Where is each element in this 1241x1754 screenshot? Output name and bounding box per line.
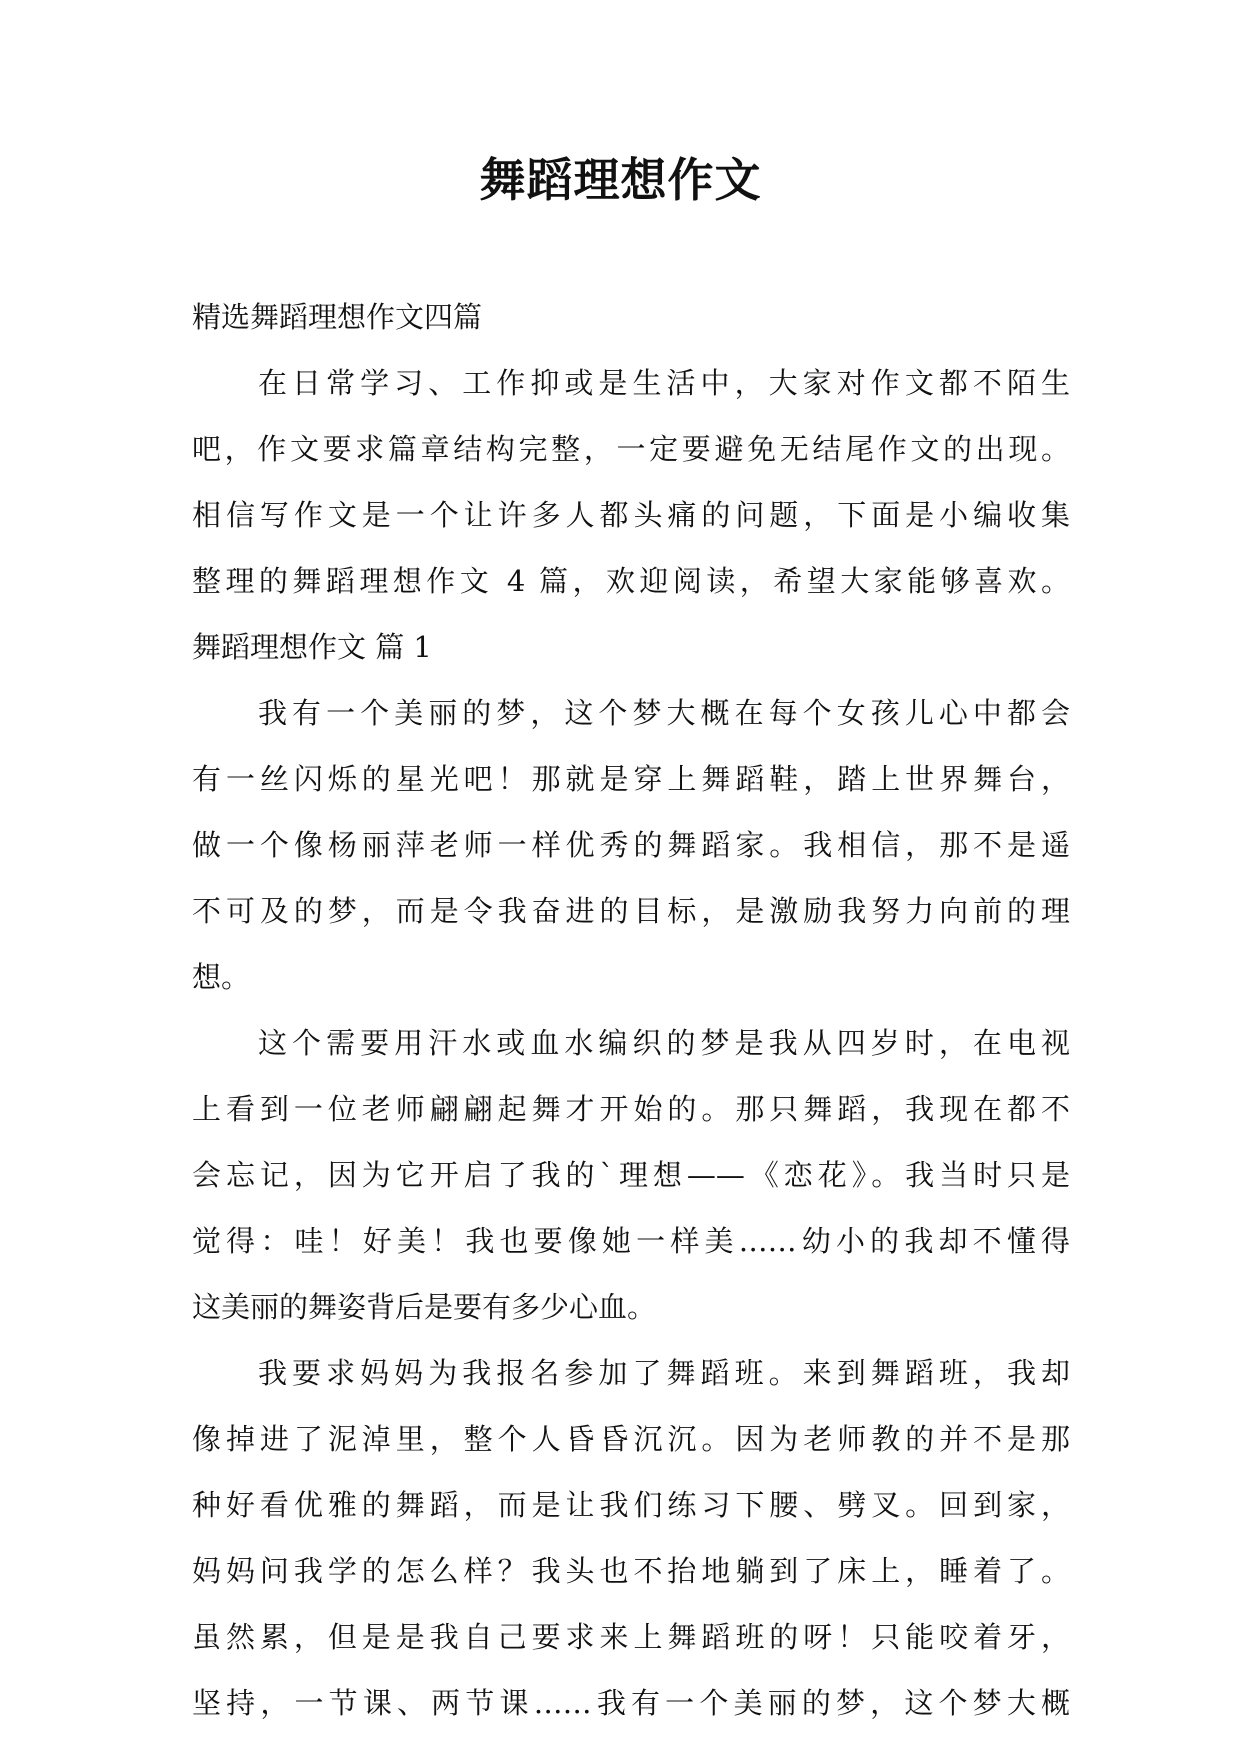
text-line: 像掉进了泥淖里，整个人昏昏沉沉。因为老师教的并不是那 <box>192 1422 1070 1456</box>
text-line: 在日常学习、工作抑或是生活中，大家对作文都不陌生 <box>258 366 1070 400</box>
text-line: 虽然累，但是是我自己要求来上舞蹈班的呀！只能咬着牙， <box>192 1620 1070 1654</box>
text-line: 种好看优雅的舞蹈，而是让我们练习下腰、劈叉。回到家， <box>192 1488 1070 1522</box>
text-line: 舞蹈理想作文 篇 1 <box>192 630 432 664</box>
text-line: 有一丝闪烁的星光吧！那就是穿上舞蹈鞋，踏上世界舞台， <box>192 762 1070 796</box>
text-line: 我要求妈妈为我报名参加了舞蹈班。来到舞蹈班，我却 <box>258 1356 1070 1390</box>
text-line: 做一个像杨丽萍老师一样优秀的舞蹈家。我相信，那不是遥 <box>192 828 1070 862</box>
text-line: 这美丽的舞姿背后是要有多少心血。 <box>192 1290 657 1324</box>
text-line: 吧，作文要求篇章结构完整，一定要避免无结尾作文的出现。 <box>192 432 1070 466</box>
text-line: 会忘记，因为它开启了我的`理想——《恋花》。我当时只是 <box>192 1158 1070 1192</box>
text-line: 整理的舞蹈理想作文 4 篇，欢迎阅读，希望大家能够喜欢。 <box>192 564 1070 598</box>
text-line: 这个需要用汗水或血水编织的梦是我从四岁时，在电视 <box>258 1026 1070 1060</box>
text-line: 精选舞蹈理想作文四篇 <box>192 300 483 334</box>
text-line: 妈妈问我学的怎么样？我头也不抬地躺到了床上，睡着了。 <box>192 1554 1070 1588</box>
document-body <box>192 284 1070 1736</box>
text-line: 上看到一位老师翩翩起舞才开始的。那只舞蹈，我现在都不 <box>192 1092 1070 1126</box>
text-line: 我有一个美丽的梦，这个梦大概在每个女孩儿心中都会 <box>258 696 1070 730</box>
text-line: 不可及的梦，而是令我奋进的目标，是激励我努力向前的理 <box>192 894 1070 928</box>
document-title: 舞蹈理想作文 <box>479 153 762 207</box>
text-line: 想。 <box>192 960 251 994</box>
text-line: 觉得：哇！好美！我也要像她一样美……幼小的我却不懂得 <box>192 1224 1070 1258</box>
text-line: 坚持，一节课、两节课……我有一个美丽的梦，这个梦大概 <box>192 1686 1070 1720</box>
text-line: 相信写作文是一个让许多人都头痛的问题，下面是小编收集 <box>192 498 1070 532</box>
